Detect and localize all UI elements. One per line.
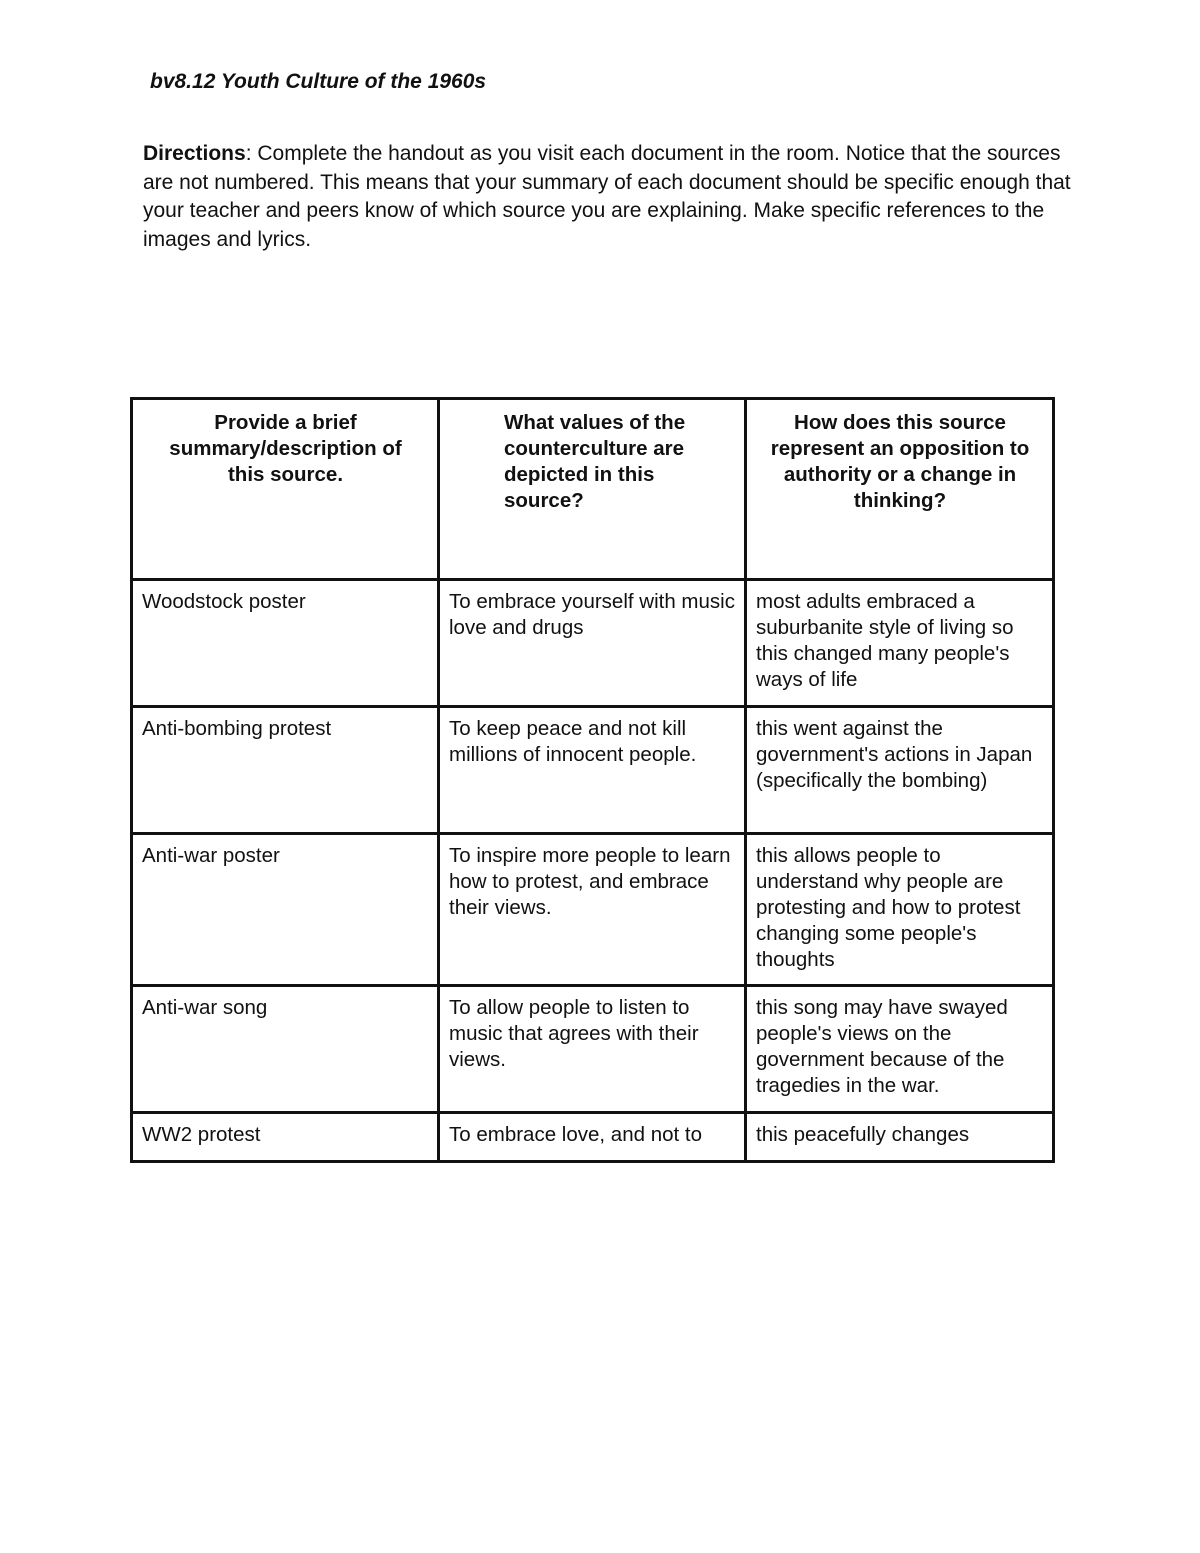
cell-source: Anti-war song — [132, 986, 439, 1113]
table-row — [132, 986, 1054, 1113]
header-opposition-label: How does this source represent an opposition to authority or a change in thinking? — [770, 411, 1030, 512]
cell-source: Anti-bombing protest — [132, 707, 439, 834]
cell-opposition: this peacefully changes — [746, 1113, 1054, 1162]
cell-opposition: most adults embraced a suburbanite style of living so this changed many people's ways of life — [746, 580, 1054, 707]
table-row — [132, 580, 1054, 707]
table-header-row — [132, 399, 1054, 580]
cell-values: To keep peace and not kill millions of innocent people. — [439, 707, 746, 834]
header-values — [439, 399, 746, 580]
table-row — [132, 1113, 1054, 1162]
directions-text: : Complete the handout as you visit each document in the room. Notice that the sources are not numbered. This means that your summary of each document should be specific enough that your teacher and peers know of which source you are explaining. Make specific references to the images and lyrics. — [143, 142, 1071, 251]
cell-values: To inspire more people to learn how to protest, and embrace their views. — [439, 834, 746, 986]
cell-values: To embrace love, and not to — [439, 1113, 746, 1162]
cell-source: Anti-war poster — [132, 834, 439, 986]
cell-opposition: this allows people to understand why people are protesting and how to protest changing some people's thoughts — [746, 834, 1054, 986]
table-row — [132, 707, 1054, 834]
cell-source: WW2 protest — [132, 1113, 439, 1162]
table-row — [132, 834, 1054, 986]
directions-paragraph — [143, 140, 1073, 254]
cell-source: Woodstock poster — [132, 580, 439, 707]
directions-label: Directions — [143, 142, 246, 165]
header-values-label: What values of the counterculture are depicted in this source? — [504, 411, 686, 512]
cell-opposition: this song may have swayed people's views on the government because of the tragedies in the war. — [746, 986, 1054, 1113]
header-summary — [132, 399, 439, 580]
cell-values: To embrace yourself with music love and drugs — [439, 580, 746, 707]
document-title: bv8.12 Youth Culture of the 1960s — [150, 70, 487, 93]
header-summary-label: Provide a brief summary/description of this source. — [169, 411, 402, 486]
cell-values: To allow people to listen to music that agrees with their views. — [439, 986, 746, 1113]
cell-opposition: this went against the government's actions in Japan (specifically the bombing) — [746, 707, 1054, 834]
header-opposition — [746, 399, 1054, 580]
sources-table — [130, 397, 1055, 1163]
